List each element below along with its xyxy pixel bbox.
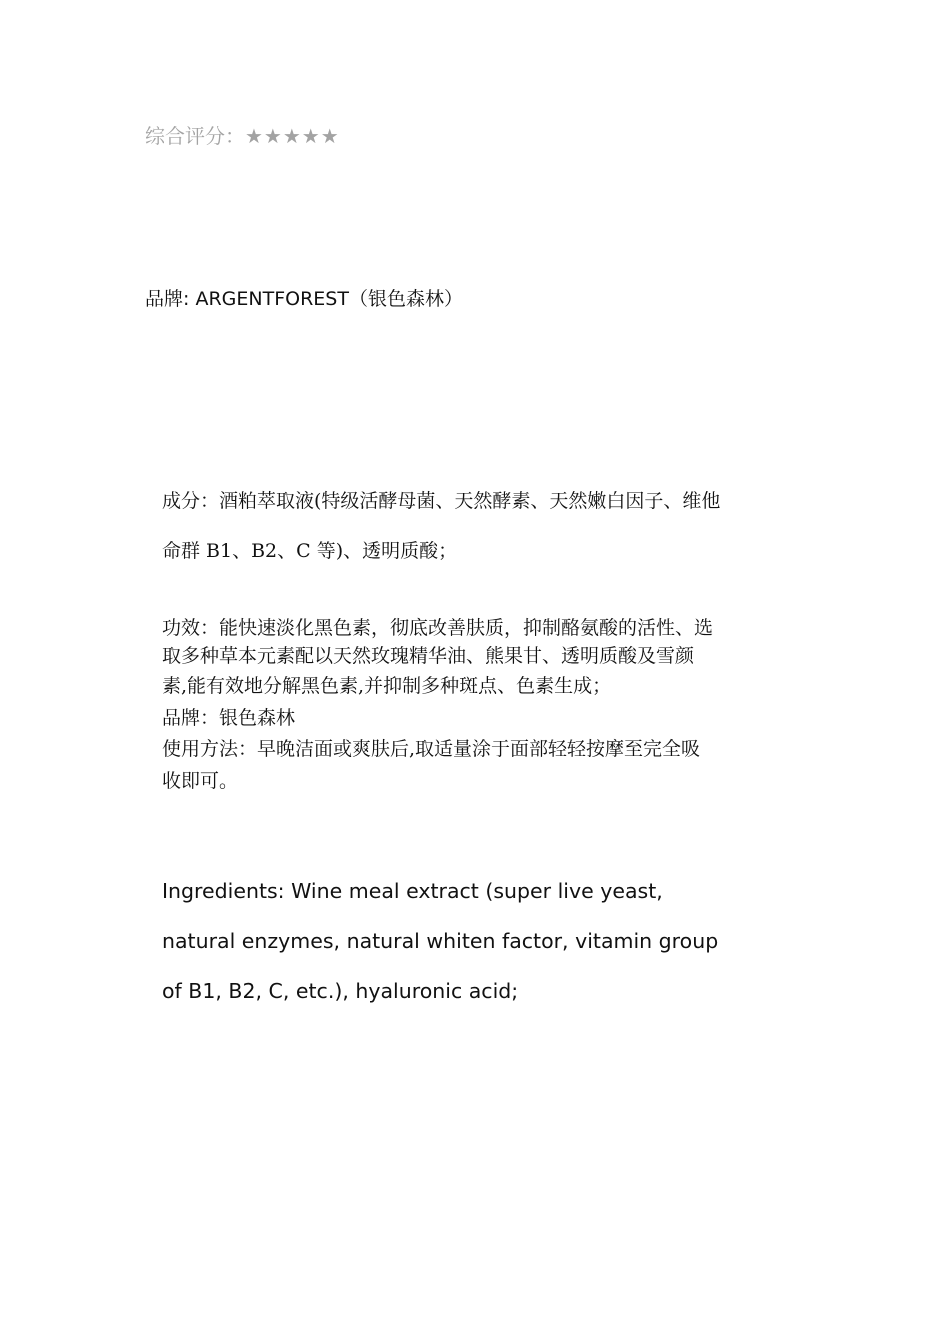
ingredients-en-line: Ingredients: Wine meal extract (super live yeast, (162, 879, 663, 903)
ingredients-cn-line: 成分：酒粕萃取液(特级活酵母菌、天然酵素、天然嫩白因子、维他 (162, 490, 721, 512)
brand-header (145, 286, 463, 312)
overall-rating (145, 122, 340, 150)
effects-line: 取多种草本元素配以天然玫瑰精华油、熊果甘、透明质酸及雪颜 (162, 645, 695, 667)
usage-line: 收即可。 (162, 770, 239, 792)
brand-line: 品牌：银色森林 (162, 707, 296, 729)
effects-chinese (162, 614, 802, 796)
ingredients-english (162, 866, 802, 1016)
ingredients-chinese (162, 476, 802, 576)
rating-label: 综合评分： (145, 124, 245, 148)
effects-line: 功效：能快速淡化黑色素，彻底改善肤质，抑制酪氨酸的活性、选 (162, 617, 714, 639)
ingredients-en-line: of B1, B2, C, etc.), hyaluronic acid; (162, 979, 519, 1003)
ingredients-cn-line: 命群 B1、B2、C 等)、透明质酸； (162, 540, 458, 562)
usage-line: 使用方法：早晚洁面或爽肤后,取适量涂于面部轻轻按摩至完全吸 (162, 738, 701, 760)
effects-line: 素,能有效地分解黑色素,并抑制多种斑点、色素生成； (162, 675, 612, 697)
ingredients-en-line: natural enzymes, natural whiten factor, vitamin group (162, 929, 719, 953)
rating-stars: ★★★★★ (245, 124, 340, 148)
brand-header-value: ARGENTFOREST（银色森林） (195, 288, 463, 310)
brand-header-label: 品牌: (145, 288, 190, 310)
